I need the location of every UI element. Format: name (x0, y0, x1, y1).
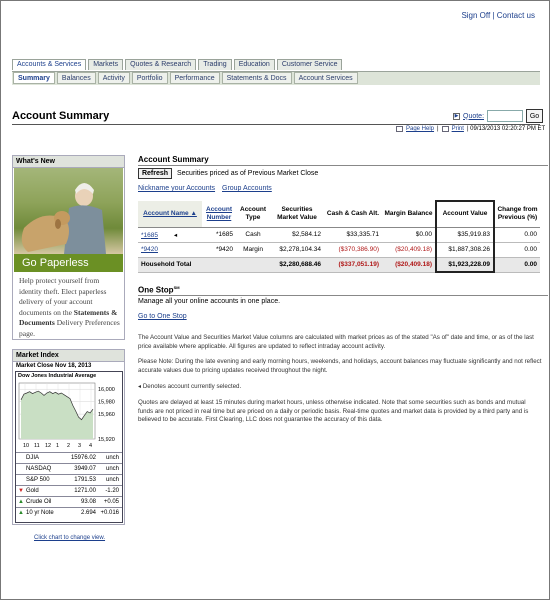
disclaimer-quotes: Quotes are delayed at least 15 minutes during market hours, unless otherwise indicated. Note that some securities such as bonds and mutual funds are not priced in real time but are priced on a daily or periodic basis. Real-time quotes and market data is provided by a third party and is believed to be accurate. First Clearing, LLC does not guarantee the accuracy of this data. (138, 399, 529, 424)
col-cash: Cash & Cash Alt. (324, 201, 382, 227)
quote-input[interactable] (487, 110, 523, 122)
tab-quotes-research[interactable]: Quotes & Research (125, 59, 196, 70)
x-tick-label: 4 (89, 443, 93, 449)
djia-line-chart[interactable] (17, 381, 123, 451)
account-1685-link[interactable]: *1685 (141, 231, 158, 239)
paperless-text-a: Help protect yourself from identity theft. Elect paperless delivery of your account documents on the (19, 276, 107, 317)
quote-box (453, 109, 543, 123)
page-help-link[interactable]: Page Help (406, 126, 435, 132)
index-name: NASDAQ (26, 466, 52, 472)
x-tick-label: 10 (23, 443, 30, 449)
index-name: 10 yr Note (26, 510, 54, 516)
market-close-date: Market Close Nov 18, 2013 (16, 363, 92, 369)
table-row (138, 242, 540, 257)
sort-account-name-link[interactable]: Account Name ▲ (143, 209, 197, 217)
household-total-label: Household Total (138, 257, 270, 272)
index-value: 1271.00 (74, 488, 96, 494)
index-change: unch (105, 455, 119, 461)
index-name: DJIA (26, 455, 40, 461)
main-nav-tabs (12, 59, 342, 70)
cash-cell: ($370,386.90) (324, 242, 382, 257)
paperless-description (19, 276, 123, 339)
subtab-balances[interactable]: Balances (57, 72, 96, 84)
market-index-row (16, 463, 122, 473)
paperless-photo (14, 168, 123, 254)
col-change: Change from Previous (%) (494, 201, 540, 227)
play-arrow-icon: ▶ (454, 112, 459, 119)
contact-us-link[interactable]: Contact us (496, 11, 535, 20)
link-separator: | (492, 11, 495, 20)
index-change: +0.05 (103, 499, 119, 505)
disclaimer-selected-account (138, 383, 542, 392)
securities-value-cell: $2,278,104.34 (270, 242, 324, 257)
account-number-cell: *9420 (202, 242, 236, 257)
household-total-row (138, 257, 540, 272)
market-index-row (16, 496, 122, 506)
index-value: 93.08 (80, 499, 96, 505)
sign-off-link[interactable]: Sign Off (461, 11, 491, 20)
securities-value-cell: $2,584.12 (270, 227, 324, 242)
total-margin-cell: ($20,409.18) (382, 257, 436, 272)
quote-link[interactable]: Quote: (463, 112, 485, 120)
table-row (138, 227, 540, 242)
selected-marker-icon: ◂ (138, 383, 142, 390)
change-cell: 0.00 (494, 227, 540, 242)
selected-account-marker-icon: ◂ (173, 231, 178, 239)
table-header-row (138, 201, 540, 227)
group-accounts-link[interactable]: Group Accounts (222, 185, 272, 192)
index-value: 3949.07 (74, 466, 96, 472)
account-number-cell: *1685 (202, 227, 236, 242)
account-type-cell: Cash (236, 227, 270, 242)
account-name-cell (138, 242, 202, 257)
chart-title: Dow Jones Industrial Average (18, 373, 97, 379)
market-index-box (15, 371, 123, 541)
go-to-one-stop-link[interactable]: Go to One Stop (138, 313, 187, 320)
whats-new-panel (12, 155, 125, 340)
print-icon (442, 126, 449, 132)
index-name: Gold (26, 488, 39, 494)
tab-trading[interactable]: Trading (198, 59, 231, 70)
col-margin-balance: Margin Balance (382, 201, 436, 227)
market-index-row (16, 474, 122, 484)
disclaimer-values: The Account Value and Securities Market Value columns are calculated with market prices as of the stated "As of" date and time, or as of the last price available where applicable. All figures are updated to reflect intraday account activity. (138, 334, 534, 350)
x-tick-label: 1 (56, 443, 60, 449)
trend-indicator-icon (16, 464, 26, 473)
market-index-heading: Market Index (13, 350, 124, 362)
trend-indicator-icon: ▲ (18, 499, 24, 505)
col-account-value: Account Value (436, 201, 494, 227)
one-stop-description: Manage all your online accounts in one place. (138, 298, 281, 305)
tab-accounts-services[interactable]: Accounts & Services (12, 59, 86, 70)
cash-cell: $33,335.71 (324, 227, 382, 242)
top-links (461, 11, 535, 20)
x-tick-label: 3 (78, 443, 82, 449)
whats-new-heading: What's New (13, 156, 124, 168)
index-value: 1791.53 (74, 477, 96, 483)
market-index-row (16, 485, 122, 495)
account-type-cell: Margin (236, 242, 270, 257)
margin-cell: $0.00 (382, 227, 436, 242)
col-securities-market-value: Securities Market Value (270, 201, 324, 227)
index-value: 2.694 (80, 510, 96, 516)
go-paperless-banner[interactable]: Go Paperless (14, 254, 123, 272)
quote-go-button[interactable]: Go (526, 109, 543, 123)
index-change: unch (105, 477, 119, 483)
margin-cell: ($20,409.18) (382, 242, 436, 257)
index-name: Crude Oil (26, 499, 52, 505)
page-title: Account Summary (12, 110, 110, 122)
total-securities-cell: $2,280,688.46 (270, 257, 324, 272)
sub-nav-tabs (13, 72, 358, 84)
col-account-type: Account Type (236, 201, 270, 227)
market-index-row (16, 452, 122, 462)
x-tick-label: 12 (45, 443, 52, 449)
tab-markets[interactable]: Markets (88, 59, 123, 70)
total-value-cell: $1,923,228.09 (436, 257, 494, 272)
account-value-cell: $1,887,308.26 (436, 242, 494, 257)
subtab-activity[interactable]: Activity (98, 72, 130, 84)
pricing-note: Securities priced as of Previous Market Close (177, 170, 319, 177)
index-value: 15976.02 (70, 455, 96, 461)
account-summary-divider (138, 165, 548, 166)
current-datetime: | 09/13/2013 02:20:27 PM ET (466, 126, 546, 132)
index-change: unch (105, 466, 119, 472)
index-change: -1.20 (105, 488, 119, 494)
y-tick-label: 16,000 (98, 387, 115, 394)
trend-indicator-icon: ▲ (18, 510, 24, 516)
trend-indicator-icon (16, 453, 26, 462)
subtab-statements-docs[interactable]: Statements & Docs (222, 72, 292, 84)
sort-account-number-link[interactable]: Account Number (206, 205, 232, 221)
one-stop-heading (138, 285, 180, 295)
market-index-row (16, 507, 122, 517)
subtab-summary[interactable]: Summary (13, 72, 55, 84)
print-link[interactable]: Print (451, 126, 464, 132)
subtab-account-services[interactable]: Account Services (294, 72, 358, 84)
index-name: S&P 500 (26, 477, 50, 483)
y-tick-label: 15,960 (98, 412, 115, 419)
account-9420-link[interactable]: *9420 (141, 246, 158, 253)
col-account-number[interactable] (202, 201, 236, 227)
service-mark: SM (173, 285, 180, 290)
woman-with-dog-image[interactable] (14, 168, 123, 254)
paperless-text-b: Delivery Preferences page. (19, 318, 120, 338)
y-tick-label: 15,920 (98, 437, 115, 443)
nickname-accounts-link[interactable]: Nickname your Accounts (138, 185, 216, 192)
account-summary-heading: Account Summary (138, 155, 209, 164)
disclaimer-please-note: Please Note: During the late evening and early morning hours, weekends, and holidays, account balances may fluctuate significantly and not reflect accurate values due to pricing updates received throughout the night. (138, 358, 542, 374)
x-tick-label: 11 (34, 443, 40, 449)
market-index-panel (12, 349, 125, 541)
y-tick-label: 15,980 (98, 399, 115, 406)
subtab-performance[interactable]: Performance (170, 72, 220, 84)
tab-customer-service[interactable]: Customer Service (277, 59, 343, 70)
page-tools (396, 126, 545, 132)
one-stop-divider (138, 295, 548, 296)
trend-indicator-icon (16, 475, 26, 484)
total-cash-cell: ($337,051.19) (324, 257, 382, 272)
account-value-cell: $35,919.83 (436, 227, 494, 242)
col-account-name[interactable] (138, 201, 202, 227)
x-tick-label: 2 (67, 443, 71, 449)
change-chart-view-link[interactable]: Click chart to change view. (34, 535, 106, 541)
tab-education[interactable]: Education (234, 59, 275, 70)
one-stop-title: One Stop (138, 285, 174, 295)
account-summary-table (138, 200, 540, 273)
subtab-portfolio[interactable]: Portfolio (132, 72, 168, 84)
title-divider (12, 124, 540, 125)
index-change: +0.016 (100, 510, 119, 516)
tools-separator: | (437, 126, 439, 132)
trend-indicator-icon: ▼ (18, 488, 24, 494)
account-name-cell (138, 227, 202, 242)
selected-account-text: Denotes account currently selected. (142, 383, 242, 390)
change-cell: 0.00 (494, 242, 540, 257)
refresh-button[interactable]: Refresh (138, 168, 172, 179)
total-change-cell: 0.00 (494, 257, 540, 272)
help-icon (396, 126, 403, 132)
paperless-text-bold: Statements & Documents (19, 307, 118, 327)
